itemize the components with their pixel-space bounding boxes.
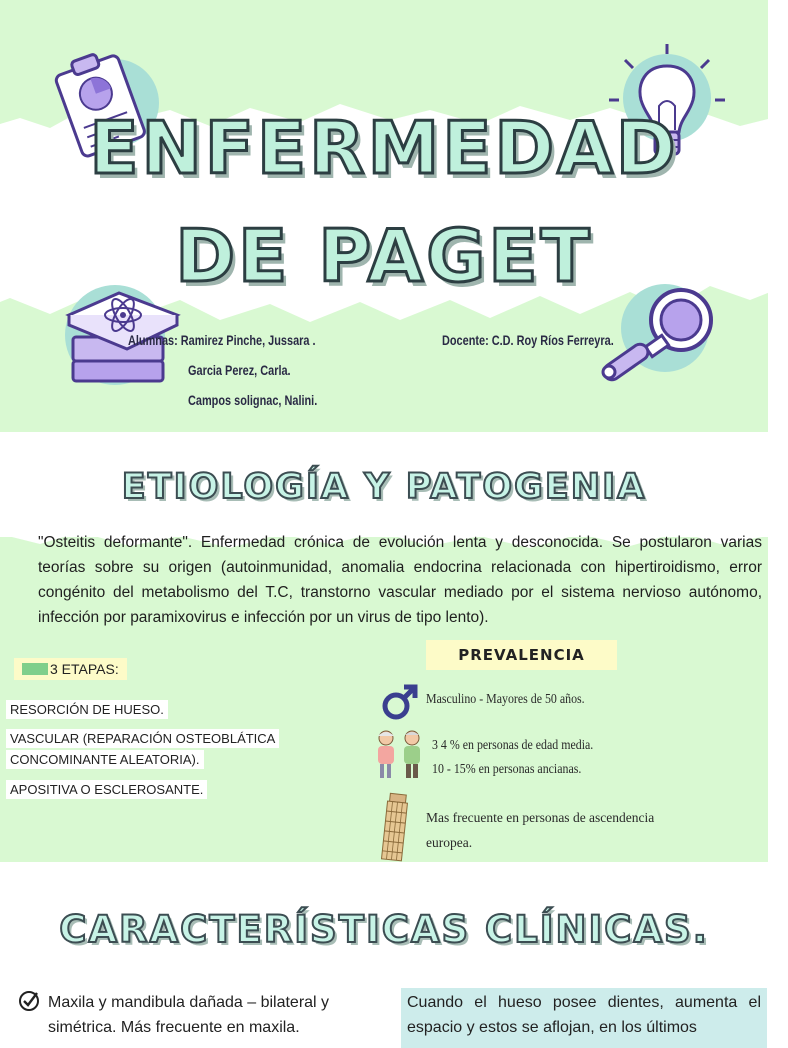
clinicas-info-box: Cuando el hueso posee dientes, aumenta el espacio y estos se aflojan, en los últimos — [401, 988, 767, 1048]
alumnas-line-1: Alumnas: Ramirez Pinche, Jussara . — [128, 332, 316, 348]
etiologia-paragraph: "Osteitis deformante". Enfermedad crónica de evolución lenta y desconocida. Se postularon varias teorías sobre su origen (autoinmunidad, anomalia endocrina relacionada con hipertiroidismo, error congénito del metabolismo del T.C, transtorno vascular mediado por el sistema nervioso autónomo, infección por paramixovirus e infección por un virus de tipo lento). — [38, 534, 762, 626]
male-symbol-icon — [380, 682, 420, 722]
leaning-tower-icon — [378, 790, 412, 862]
stage-3: APOSITIVA O ESCLEROSANTE. — [6, 780, 207, 799]
title-line-2: DE PAGET — [175, 214, 593, 298]
prevalencia-heading: PREVALENCIA — [426, 640, 617, 670]
prevalencia-ascendencia-2: europea. — [426, 835, 473, 850]
stage-2-line-2: CONCOMINANTE ALEATORIA). — [6, 750, 204, 769]
prevalencia-masculino: Masculino - Mayores de 50 años. — [426, 692, 585, 707]
stage-1: RESORCIÓN DE HUESO. — [6, 700, 168, 719]
check-circle-icon — [18, 990, 40, 1012]
etapas-tag — [14, 658, 127, 680]
etapas-label: 3 ETAPAS: — [50, 661, 119, 677]
elderly-people-icon — [372, 728, 428, 782]
prevalencia-ascendencia-1: Mas frecuente en personas de ascendencia — [426, 810, 655, 825]
etiologia-heading: ETIOLOGÍA Y PATOGENIA — [121, 467, 647, 507]
clinicas-item-1: Maxila y mandibula dañada – bilateral y simétrica. Más frecuente en maxila. — [48, 994, 330, 1036]
docente-line: Docente: C.D. Roy Ríos Ferreyra. — [442, 332, 614, 348]
title-section — [0, 0, 768, 432]
alumnas-line-2: Garcia Perez, Carla. — [188, 362, 291, 378]
clinicas-section — [0, 862, 768, 1036]
stage-2-line-1: VASCULAR (REPARACIÓN OSTEOBLÁTICA — [6, 729, 279, 748]
prevalencia-stat-1: 3 4 % en personas de edad media. — [432, 738, 594, 753]
etiologia-section — [0, 432, 768, 862]
highlight-mark — [22, 663, 48, 675]
title-line-1: ENFERMEDAD — [89, 106, 679, 190]
alumnas-line-3: Campos solignac, Nalini. — [188, 392, 318, 408]
prevalencia-stat-2: 10 - 15% en personas ancianas. — [432, 762, 582, 777]
clinicas-heading: CARACTERÍSTICAS CLÍNICAS. — [59, 908, 709, 951]
